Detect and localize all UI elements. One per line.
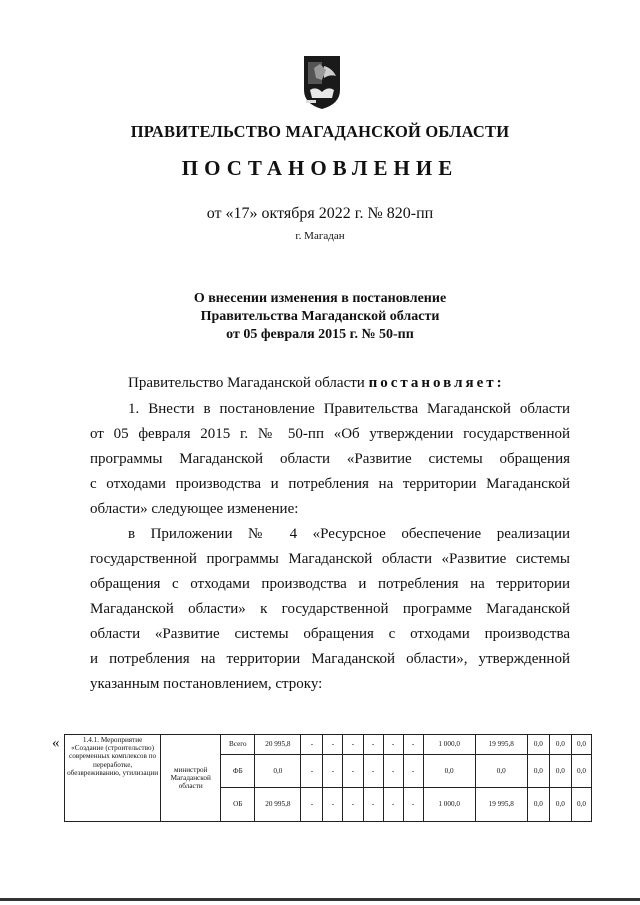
value-cell: 0,0: [255, 755, 301, 788]
value-cell: 0,0: [571, 735, 591, 755]
body-line: в Приложении № 4 «Ресурсное обеспечение реализации: [128, 526, 570, 542]
value-cell: -: [363, 788, 383, 822]
value-cell: -: [383, 788, 403, 822]
decree-title: ПОСТАНОВЛЕНИЕ: [181, 156, 459, 180]
source-cell: Всего: [221, 735, 255, 755]
value-cell: 0,0: [475, 755, 527, 788]
value-cell: -: [343, 735, 363, 755]
body-line: и потребления на территории Магаданской области», утвержденной: [90, 651, 570, 667]
value-cell: -: [383, 735, 403, 755]
source-cell: ФБ: [221, 755, 255, 788]
value-cell: -: [343, 755, 363, 788]
value-cell: 0,0: [527, 755, 549, 788]
body-line: области» следующее изменение:: [90, 501, 299, 517]
government-title: ПРАВИТЕЛЬСТВО МАГАДАНСКОЙ ОБЛАСТИ: [130, 122, 510, 141]
decree-subject: [0, 290, 640, 344]
value-cell: -: [343, 788, 363, 822]
value-cell: 19 995,8: [475, 788, 527, 822]
value-cell: -: [363, 735, 383, 755]
table-row: [65, 735, 592, 755]
value-cell: 0,0: [571, 788, 591, 822]
value-cell: 0,0: [423, 755, 475, 788]
value-cell: 0,0: [527, 788, 549, 822]
value-cell: -: [323, 788, 343, 822]
measure-name-cell: 1.4.1. Мероприятие «Создание (строительство) современных комплексов по переработке, обезвреживанию, утилизации: [65, 735, 161, 822]
subject-line: О внесении изменения в постановление: [193, 291, 447, 306]
body-line: указанным постановлением, строку:: [90, 676, 323, 692]
value-cell: 0,0: [549, 735, 571, 755]
preamble: [128, 375, 570, 392]
decree-date-number: от «17» октября 2022 г. № 820-пп: [206, 205, 434, 222]
page-edge-line: [0, 898, 640, 901]
subject-line: Правительства Магаданской области: [200, 309, 440, 324]
body-line: Магаданской области» к государственной программе Магаданской: [90, 601, 570, 617]
value-cell: 0,0: [571, 755, 591, 788]
value-cell: 0,0: [527, 735, 549, 755]
preamble-prefix: Правительство Магаданской области: [128, 375, 365, 391]
value-cell: -: [403, 735, 423, 755]
value-cell: 20 995,8: [255, 735, 301, 755]
body-line: государственной программы Магаданской области «Развитие системы: [90, 551, 570, 567]
body-line: 1. Внести в постановление Правительства Магаданской области: [128, 401, 570, 417]
value-cell: 0,0: [549, 755, 571, 788]
value-cell: -: [301, 735, 323, 755]
table-quote-mark: «: [52, 735, 60, 751]
value-cell: -: [323, 735, 343, 755]
city-name: г. Магадан: [295, 230, 345, 242]
value-cell: 1 000,0: [423, 788, 475, 822]
body-line: от 05 февраля 2015 г. № 50-пп «Об утверждении государственной: [90, 426, 570, 442]
body-line: с отходами производства и потребления на территории Магаданской: [90, 476, 570, 492]
value-cell: -: [403, 788, 423, 822]
value-cell: 1 000,0: [423, 735, 475, 755]
value-cell: -: [301, 788, 323, 822]
value-cell: -: [383, 755, 403, 788]
resource-table: [64, 734, 592, 822]
coat-of-arms-icon: [302, 54, 342, 110]
value-cell: 20 995,8: [255, 788, 301, 822]
value-cell: -: [363, 755, 383, 788]
value-cell: -: [403, 755, 423, 788]
value-cell: -: [323, 755, 343, 788]
value-cell: -: [301, 755, 323, 788]
preamble-verb: постановляет:: [368, 375, 505, 391]
executor-cell: министрой Магаданской области: [161, 735, 221, 822]
body-line: обращения с отходами производства и потребления на территории: [90, 576, 570, 592]
body-line: области «Развитие системы обращения с отходами производства: [90, 626, 570, 642]
value-cell: 19 995,8: [475, 735, 527, 755]
value-cell: 0,0: [549, 788, 571, 822]
body-line: программы Магаданской области «Развитие системы обращения: [90, 451, 570, 467]
subject-line: от 05 февраля 2015 г. № 50-пп: [226, 327, 414, 342]
source-cell: ОБ: [221, 788, 255, 822]
